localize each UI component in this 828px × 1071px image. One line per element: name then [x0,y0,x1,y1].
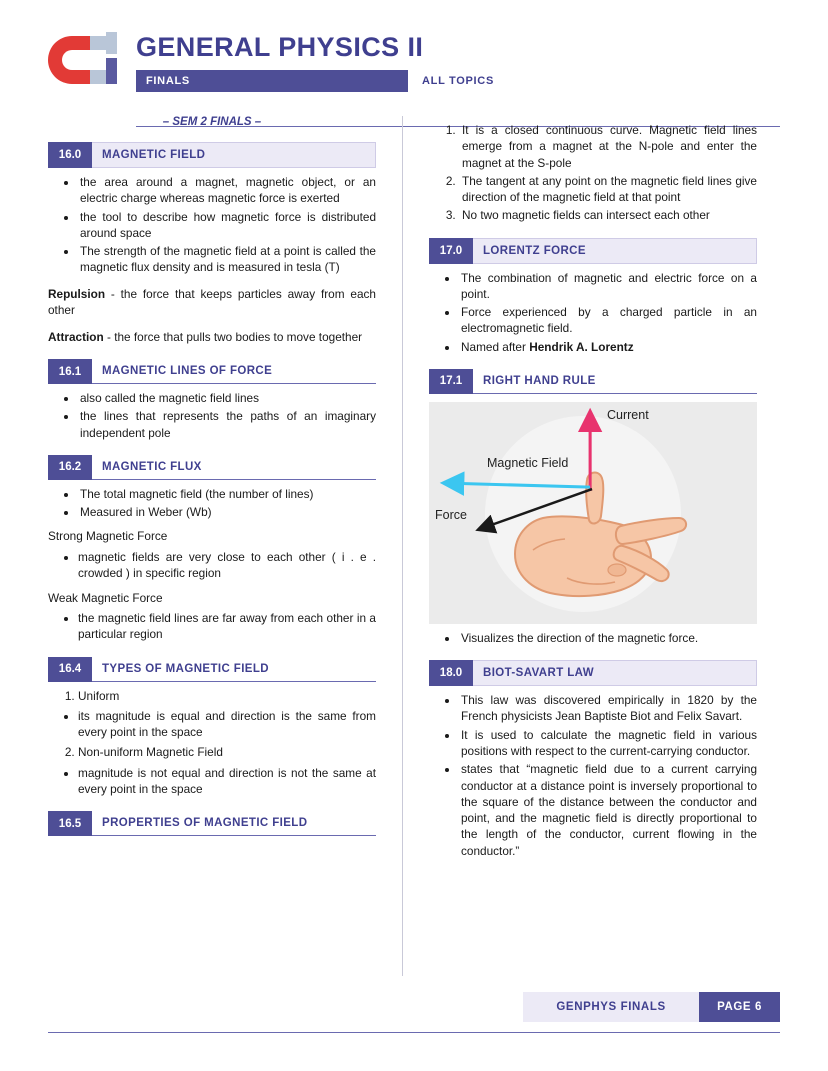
label-magnetic-field: Magnetic Field [487,455,569,470]
footer-page-number: PAGE 6 [699,992,780,1022]
bullet-list-16-1 [48,390,376,441]
footer-divider [48,1032,780,1033]
section-title: TYPES OF MAGNETIC FIELD [92,657,376,682]
section-title: BIOT-SAVART LAW [473,660,757,686]
term-attraction: Attraction [48,329,104,344]
section-header-18-0 [429,660,757,686]
list-item: 2. Non-uniform Magnetic Field [78,744,376,760]
section-number: 16.4 [48,657,92,682]
list-item: • the tool to describe how magnetic force is distributed around space [78,209,376,242]
bullet-list-16-0 [48,174,376,276]
section-number: 18.0 [429,660,473,686]
bullet-list-16-2 [48,486,376,521]
list-item: • Visualizes the direction of the magnetic force. [459,630,757,646]
section-title: MAGNETIC LINES OF FORCE [92,359,376,384]
definition-repulsion [48,286,376,319]
tab-finals[interactable]: FINALS [136,70,408,92]
list-item: • The total magnetic field (the number of lines) [78,486,376,502]
term-repulsion: Repulsion [48,286,106,301]
diagram-arrows [429,402,757,624]
bullet-list-17-1-after [429,630,757,646]
section-number: 17.1 [429,369,473,394]
page-title: GENERAL PHYSICS II [136,32,424,62]
section-number: 16.1 [48,359,92,384]
list-item: • This law was discovered empirically in 1820 by the French physicists Jean Baptiste Biot and Felix Savart. [459,692,757,725]
section-title: MAGNETIC FLUX [92,455,376,480]
section-header-16-2 [48,455,376,480]
numbered-list-properties [429,122,757,224]
list-item: • magnetic fields are very close to each other ( i . e . crowded ) in specific region [78,549,376,582]
list-item: • Named after Hendrik A. Lorentz [459,339,757,355]
list-item: • magnitude is not equal and direction is not the same at every point in the space [78,765,376,798]
column-divider [402,116,403,976]
list-item: 3. No two magnetic fields can intersect each other [459,207,757,223]
right-hand-rule-diagram [429,402,757,624]
term-repulsion-text: - the force that keeps particles away from each other [48,286,376,318]
list-item: • states that “magnetic field due to a current carrying conductor at a distance point is inversely proportional to the square of the distance between the conductor and point, and the magnetic field is directly proportional to the length of the conductor, current flowing in the conductor.” [459,761,757,859]
list-item: • also called the magnetic field lines [78,390,376,406]
footer-label-genphys: GENPHYS FINALS [523,992,699,1022]
section-header-16-0 [48,142,376,168]
list-item: • The combination of magnetic and electric force on a point. [459,270,757,303]
section-header-17-0 [429,238,757,264]
section-number: 16.5 [48,811,92,836]
bullet-list-17-0 [429,270,757,355]
section-header-16-5 [48,811,376,836]
content-columns [48,116,780,976]
section-header-16-1 [48,359,376,384]
semester-label: – SEM 2 FINALS – [162,116,262,128]
left-column [48,116,390,976]
list-item: • Measured in Weber (Wb) [78,504,376,520]
bullet-list-strong-force [48,549,376,582]
label-current: Current [607,407,649,422]
list-item: 1. Uniform [78,688,376,704]
document-footer [48,992,780,1033]
tab-all-topics[interactable]: ALL TOPICS [422,75,494,87]
section-number: 16.0 [48,142,92,168]
section-header-17-1 [429,369,757,394]
list-item: 1. It is a closed continuous curve. Magnetic field lines emerge from a magnet at the N-pole and enter the magnet at the S-pole [459,122,757,171]
numbered-list-nonuniform [48,744,376,760]
list-item: • It is used to calculate the magnetic field in various positions with respect to the current-carrying conductor. [459,727,757,760]
list-item: • the magnetic field lines are far away from each other in a particular region [78,610,376,643]
list-item: • Force experienced by a charged particle in an electromagnetic field. [459,304,757,337]
list-item: • the lines that represents the paths of an imaginary independent pole [78,408,376,441]
definition-attraction [48,329,376,346]
list-item: • its magnitude is equal and direction is the same from every point in the space [78,708,376,741]
list-item: • The strength of the magnetic field at a point is called the magnetic flux density and is measured in tesla (T) [78,243,376,276]
numbered-list-uniform [48,688,376,704]
section-number: 16.2 [48,455,92,480]
section-title: LORENTZ FORCE [473,238,757,264]
section-number: 17.0 [429,238,473,264]
list-item: • the area around a magnet, magnetic object, or an electric charge whereas magnetic force is exerted [78,174,376,207]
section-title: PROPERTIES OF MAGNETIC FIELD [92,811,376,836]
named-person: Hendrik A. Lorentz [529,339,634,354]
bullet-list-weak-force [48,610,376,643]
term-attraction-text: - the force that pulls two bodies to move together [103,329,363,344]
bullet-list-18-0 [429,692,757,859]
label-force: Force [435,507,467,522]
subheading-weak-magnetic-force: Weak Magnetic Force [48,590,163,605]
document-header [48,30,780,102]
header-tabs [136,70,780,92]
bullet-nonuniform-desc [48,765,376,798]
right-column [415,116,757,976]
magnet-icon [48,32,122,92]
subheading-strong-magnetic-force: Strong Magnetic Force [48,529,168,544]
bullet-uniform-desc [48,708,376,741]
section-header-16-4 [48,657,376,682]
section-title: MAGNETIC FIELD [92,142,376,168]
section-title: RIGHT HAND RULE [473,369,757,394]
list-item: 2. The tangent at any point on the magnetic field lines give direction of the magnetic field at that point [459,173,757,206]
